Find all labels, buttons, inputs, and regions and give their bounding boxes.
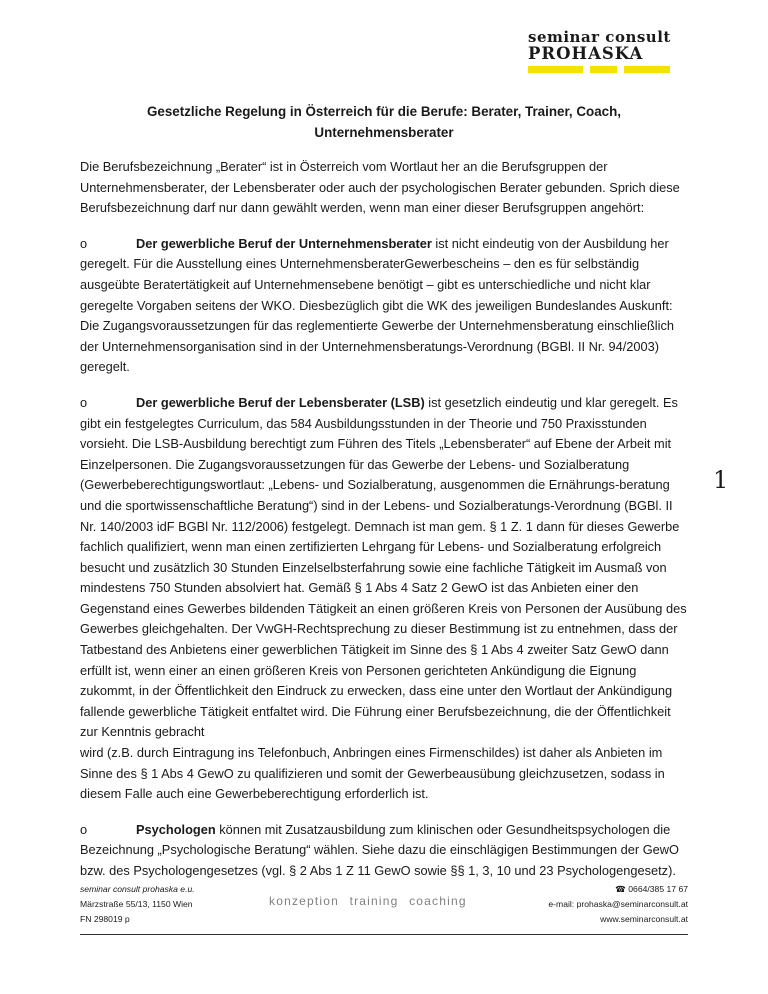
intro-paragraph: Die Berufsbezeichnung „Berater“ ist in Österreich vom Wortlaut her an die Berufsgruppen der Unternehmensberater, der Lebensberater oder auch der psychologischen Berater gebunden. Sprich diese Berufsbezeichnung darf nur dann gewählt werden, wenn man einer dieser Berufsgruppen angehört: [80,159,680,216]
phone-icon: ☎ [615,884,626,894]
footer-email[interactable]: e-mail: prohaska@seminarconsult.at [548,899,688,909]
section-heading: Der gewerbliche Beruf der Lebensberater (LSB) [136,394,425,410]
document-body [80,157,688,897]
footer-fn: FN 298019 p [80,914,130,924]
footer-street: Märzstraße 55/13, 1150 Wien [80,899,193,909]
section-lebensberater [80,393,688,805]
footer-phone-row [548,882,688,897]
bullet-marker: o [80,394,88,410]
footer-contact [548,882,688,927]
title-line-2: Unternehmensberater [314,125,454,140]
document-title [80,101,688,143]
section-text: können mit Zusatzausbildung zum klinischen oder Gesundheitspsychologen die Bezeichnung „Psychologische Beratung“ wählen. Siehe dazu die einschlägigen Bestimmungen der GewO bzw. des Psychologengesetzes (vgl. § 2 Abs 1 Z 11 GewO sowie §§ 1, 3, 10 und 23 Psychologengesetz). [80,821,679,878]
footer-phone: 0664/385 17 67 [625,884,688,894]
section-text-continued: wird (z.B. durch Eintragung ins Telefonbuch, Anbringen eines Firmenschildes) ist daher als Anbieten im Sinne des § 1 Abs 4 GewO zu qualifizieren und somit der Gewerbeausübung gleichzusetzen, sodass in diesem Falle auch eine Gewerbeberechtigung erforderlich ist. [80,745,665,802]
company-logo [528,30,670,62]
section-text: ist gesetzlich eindeutig und klar geregelt. Es gibt ein festgelegtes Curriculum, das 584 Ausbildungsstunden in der Theorie und 750 Praxisstunden vorsieht. Die LSB-Ausbildung berechtigt zum Führen des Titels „Lebensberater“ auf Ebene der Arbeit mit Einzelpersonen. Die Zugangsvoraussetzungen für das Gewerbe der Lebens- und Sozialberatung (Gewerbeberechtigungswortlaut: „Lebens- und Sozialberatung, ausgenommen die Ernährungs-beratung und die sportwissenschaftliche Beratung“) sind in der Lebens- und Sozialberatungs-Verordnung (BGBl. II Nr. 140/2003 idF BGBl Nr. 112/2006) festgelegt. Demnach ist man gem. § 1 Z. 1 dann für dieses Gewerbe fachlich qualifiziert, wenn man einen zertifizierten Lehrgang für Lebens- und Sozialberatung erfolgreich besucht und zusätzlich 30 Stunden Einzelselbsterfahrung sowie eine fachliche Tätigkeit im Ausmaß von mindestens 750 Stunden absolviert hat. Gemäß § 1 Abs 4 Satz 2 GewO ist das Anbieten einer den Gegenstand eines Gewerbes bildenden Tätigkeit an einen größeren Kreis von Personen der Ausübung des Gewerbes gleichgehalten. Der VwGH-Rechtsprechung zu dieser Bestimmung ist zu entnehmen, dass der Tatbestand des Anbietens einer gewerblichen Tätigkeit im Sinne des § 1 Abs 4 zweiter Satz GewO dann erfüllt ist, wenn einer an einen größeren Kreis von Personen gerichteten Ankündigung die Eignung zukommt, in der Öffentlichkeit den Eindruck zu erwecken, dass eine unter den Wortlaut der Ankündigung fallende gewerbliche Tätigkeit entfaltet wird. Die Führung einer Berufsbezeichnung, die der Öffentlichkeit zur Kenntnis gebracht [80,394,687,740]
logo-accent-bar-2 [590,66,617,73]
section-text: ist nicht eindeutig von der Ausbildung her geregelt. Für die Ausstellung eines UnternehmensberaterGewerbescheins – den es für selbständig ausgeübte Beratertätigkeit auf Unternehmensebene benötigt – gibt es unterschiedliche und nicht klar geregelte Vorgaben seitens der WKO. Diesbezüglich gibt die WK des jeweiligen Bundeslandes Auskunft: Die Zugangsvoraussetzungen für das reglementierte Gewerbe der Unternehmensberatung einschließlich der Unternehmensorganisation sind in der Unternehmensberatungs-Verordnung (BGBl. II Nr. 94/2003) geregelt. [80,235,674,375]
section-heading: Psychologen [136,821,216,837]
logo-text-line1: seminar consult [528,28,671,46]
footer-company: seminar consult prohaska e.u. [80,884,195,894]
bullet-marker: o [80,235,88,251]
title-line-1: Gesetzliche Regelung in Österreich für die Berufe: Berater, Trainer, Coach, [146,104,622,119]
section-heading: Der gewerbliche Beruf der Unternehmensberater [136,235,432,251]
page-number: 1 [713,466,729,494]
bullet-marker: o [80,821,88,837]
section-unternehmensberater [80,234,688,378]
footer-website[interactable]: www.seminarconsult.at [600,914,688,924]
logo-accent-bar-3 [624,66,670,73]
logo-text-line2: PROHASKA [528,44,644,63]
footer-tagline: konzeption training coaching [269,894,467,908]
footer-address [80,882,195,927]
section-psychologen [80,820,688,882]
footer-divider [80,934,688,935]
logo-accent-bar-1 [528,66,583,73]
